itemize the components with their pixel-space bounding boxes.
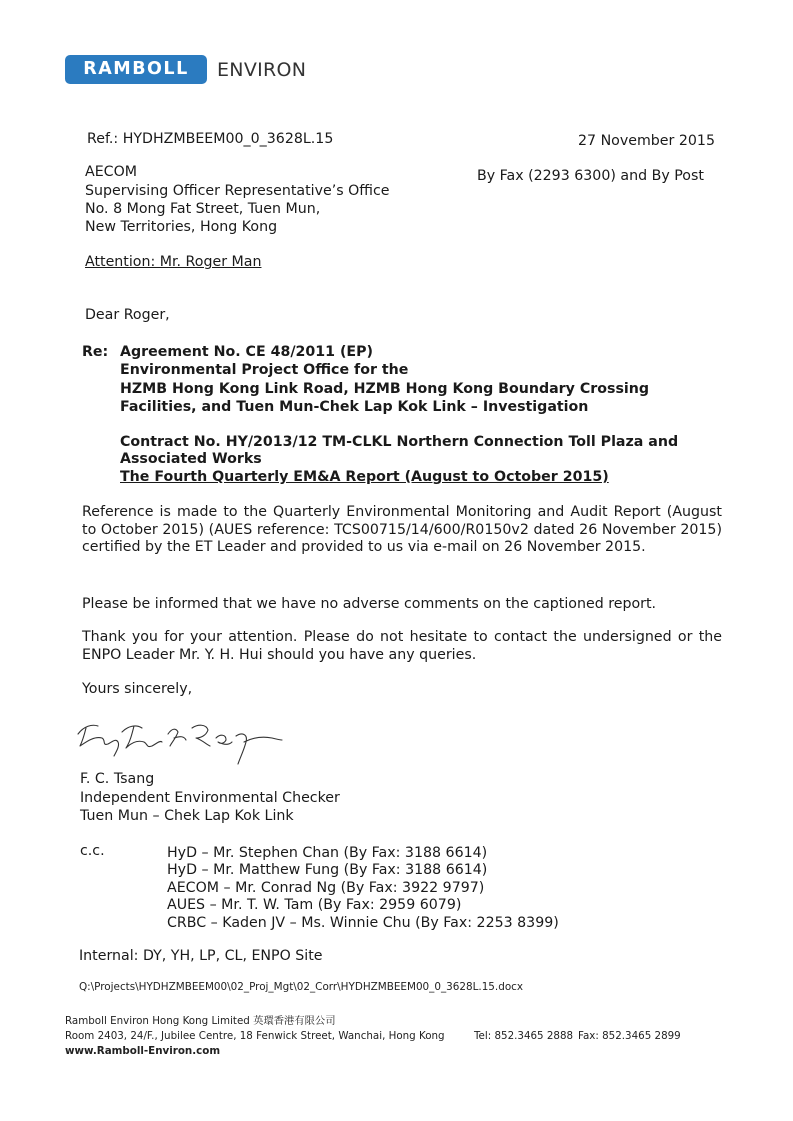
contract-line: Contract No. HY/2013/12 TM-CLKL Northern Connection Toll Plaza and [120, 434, 679, 450]
handwritten-signature [76, 712, 286, 770]
cc-label: c.c. [80, 843, 105, 859]
footer-company: Ramboll Environ Hong Kong Limited 英環香港有限公司 [65, 1015, 336, 1027]
signatory-title: Independent Environmental Checker [80, 790, 340, 806]
addressee-line: No. 8 Mong Fat Street, Tuen Mun, [85, 201, 321, 217]
body-paragraph: Thank you for your attention. Please do not hesitate to contact the undersigned or the ENPO Leader Mr. Y. H. Hui should you have any queries. [82, 629, 722, 663]
salutation: Dear Roger, [85, 307, 170, 323]
reference-number: Ref.: HYDHZMBEEM00_0_3628L.15 [87, 131, 334, 147]
cc-entry: AUES – Mr. T. W. Tam (By Fax: 2959 6079) [167, 897, 462, 913]
body-paragraph: Please be informed that we have no adverse comments on the captioned report. [82, 596, 657, 612]
cc-entry: CRBC – Kaden JV – Ms. Winnie Chu (By Fax: 2253 8399) [167, 915, 559, 931]
subject-line: Agreement No. CE 48/2011 (EP) [120, 344, 374, 360]
subject-line: Facilities, and Tuen Mun-Chek Lap Kok Link – Investigation [120, 399, 589, 415]
addressee-line: Supervising Officer Representative’s Office [85, 183, 390, 199]
cc-entry: HyD – Mr. Matthew Fung (By Fax: 3188 6614) [167, 862, 488, 878]
footer-website: www.Ramboll-Environ.com [65, 1045, 221, 1057]
logo-brand: RAMBOLL [83, 59, 189, 79]
subject-line: HZMB Hong Kong Link Road, HZMB Hong Kong Boundary Crossing [120, 381, 650, 397]
company-logo [65, 55, 207, 84]
letter-date: 27 November 2015 [578, 133, 715, 149]
footer-address: Room 2403, 24/F., Jubilee Centre, 18 Fenwick Street, Wanchai, Hong Kong [65, 1030, 445, 1042]
subject-line: Environmental Project Office for the [120, 362, 409, 378]
cc-entry: HyD – Mr. Stephen Chan (By Fax: 3188 6614) [167, 845, 488, 861]
signatory-name: F. C. Tsang [80, 771, 155, 787]
internal-distribution: Internal: DY, YH, LP, CL, ENPO Site [79, 948, 323, 964]
report-title: The Fourth Quarterly EM&A Report (August to October 2015) [120, 469, 609, 485]
file-path: Q:\Projects\HYDHZMBEEM00\02_Proj_Mgt\02_Corr\HYDHZMBEEM00_0_3628L.15.docx [79, 981, 524, 993]
addressee-line: New Territories, Hong Kong [85, 219, 278, 235]
footer-fax: Fax: 852.3465 2899 [578, 1030, 681, 1042]
body-paragraph: Reference is made to the Quarterly Environmental Monitoring and Audit Report (August to October 2015) (AUES reference: TCS00715/14/600/R0150v2 dated 26 November 2015) certified by the ET Leader and provided to us via e-mail on 26 November 2015. [82, 504, 722, 555]
attention-line: Attention: Mr. Roger Man [85, 254, 262, 270]
contract-line: Associated Works [120, 451, 262, 467]
signatory-project: Tuen Mun – Chek Lap Kok Link [80, 808, 294, 824]
footer-tel: Tel: 852.3465 2888 [474, 1030, 574, 1042]
addressee-line: AECOM [85, 164, 137, 180]
re-label: Re: [82, 344, 109, 360]
closing: Yours sincerely, [82, 681, 193, 697]
delivery-method: By Fax (2293 6300) and By Post [477, 168, 704, 184]
cc-entry: AECOM – Mr. Conrad Ng (By Fax: 3922 9797) [167, 880, 485, 896]
logo-suffix: ENVIRON [217, 59, 307, 81]
